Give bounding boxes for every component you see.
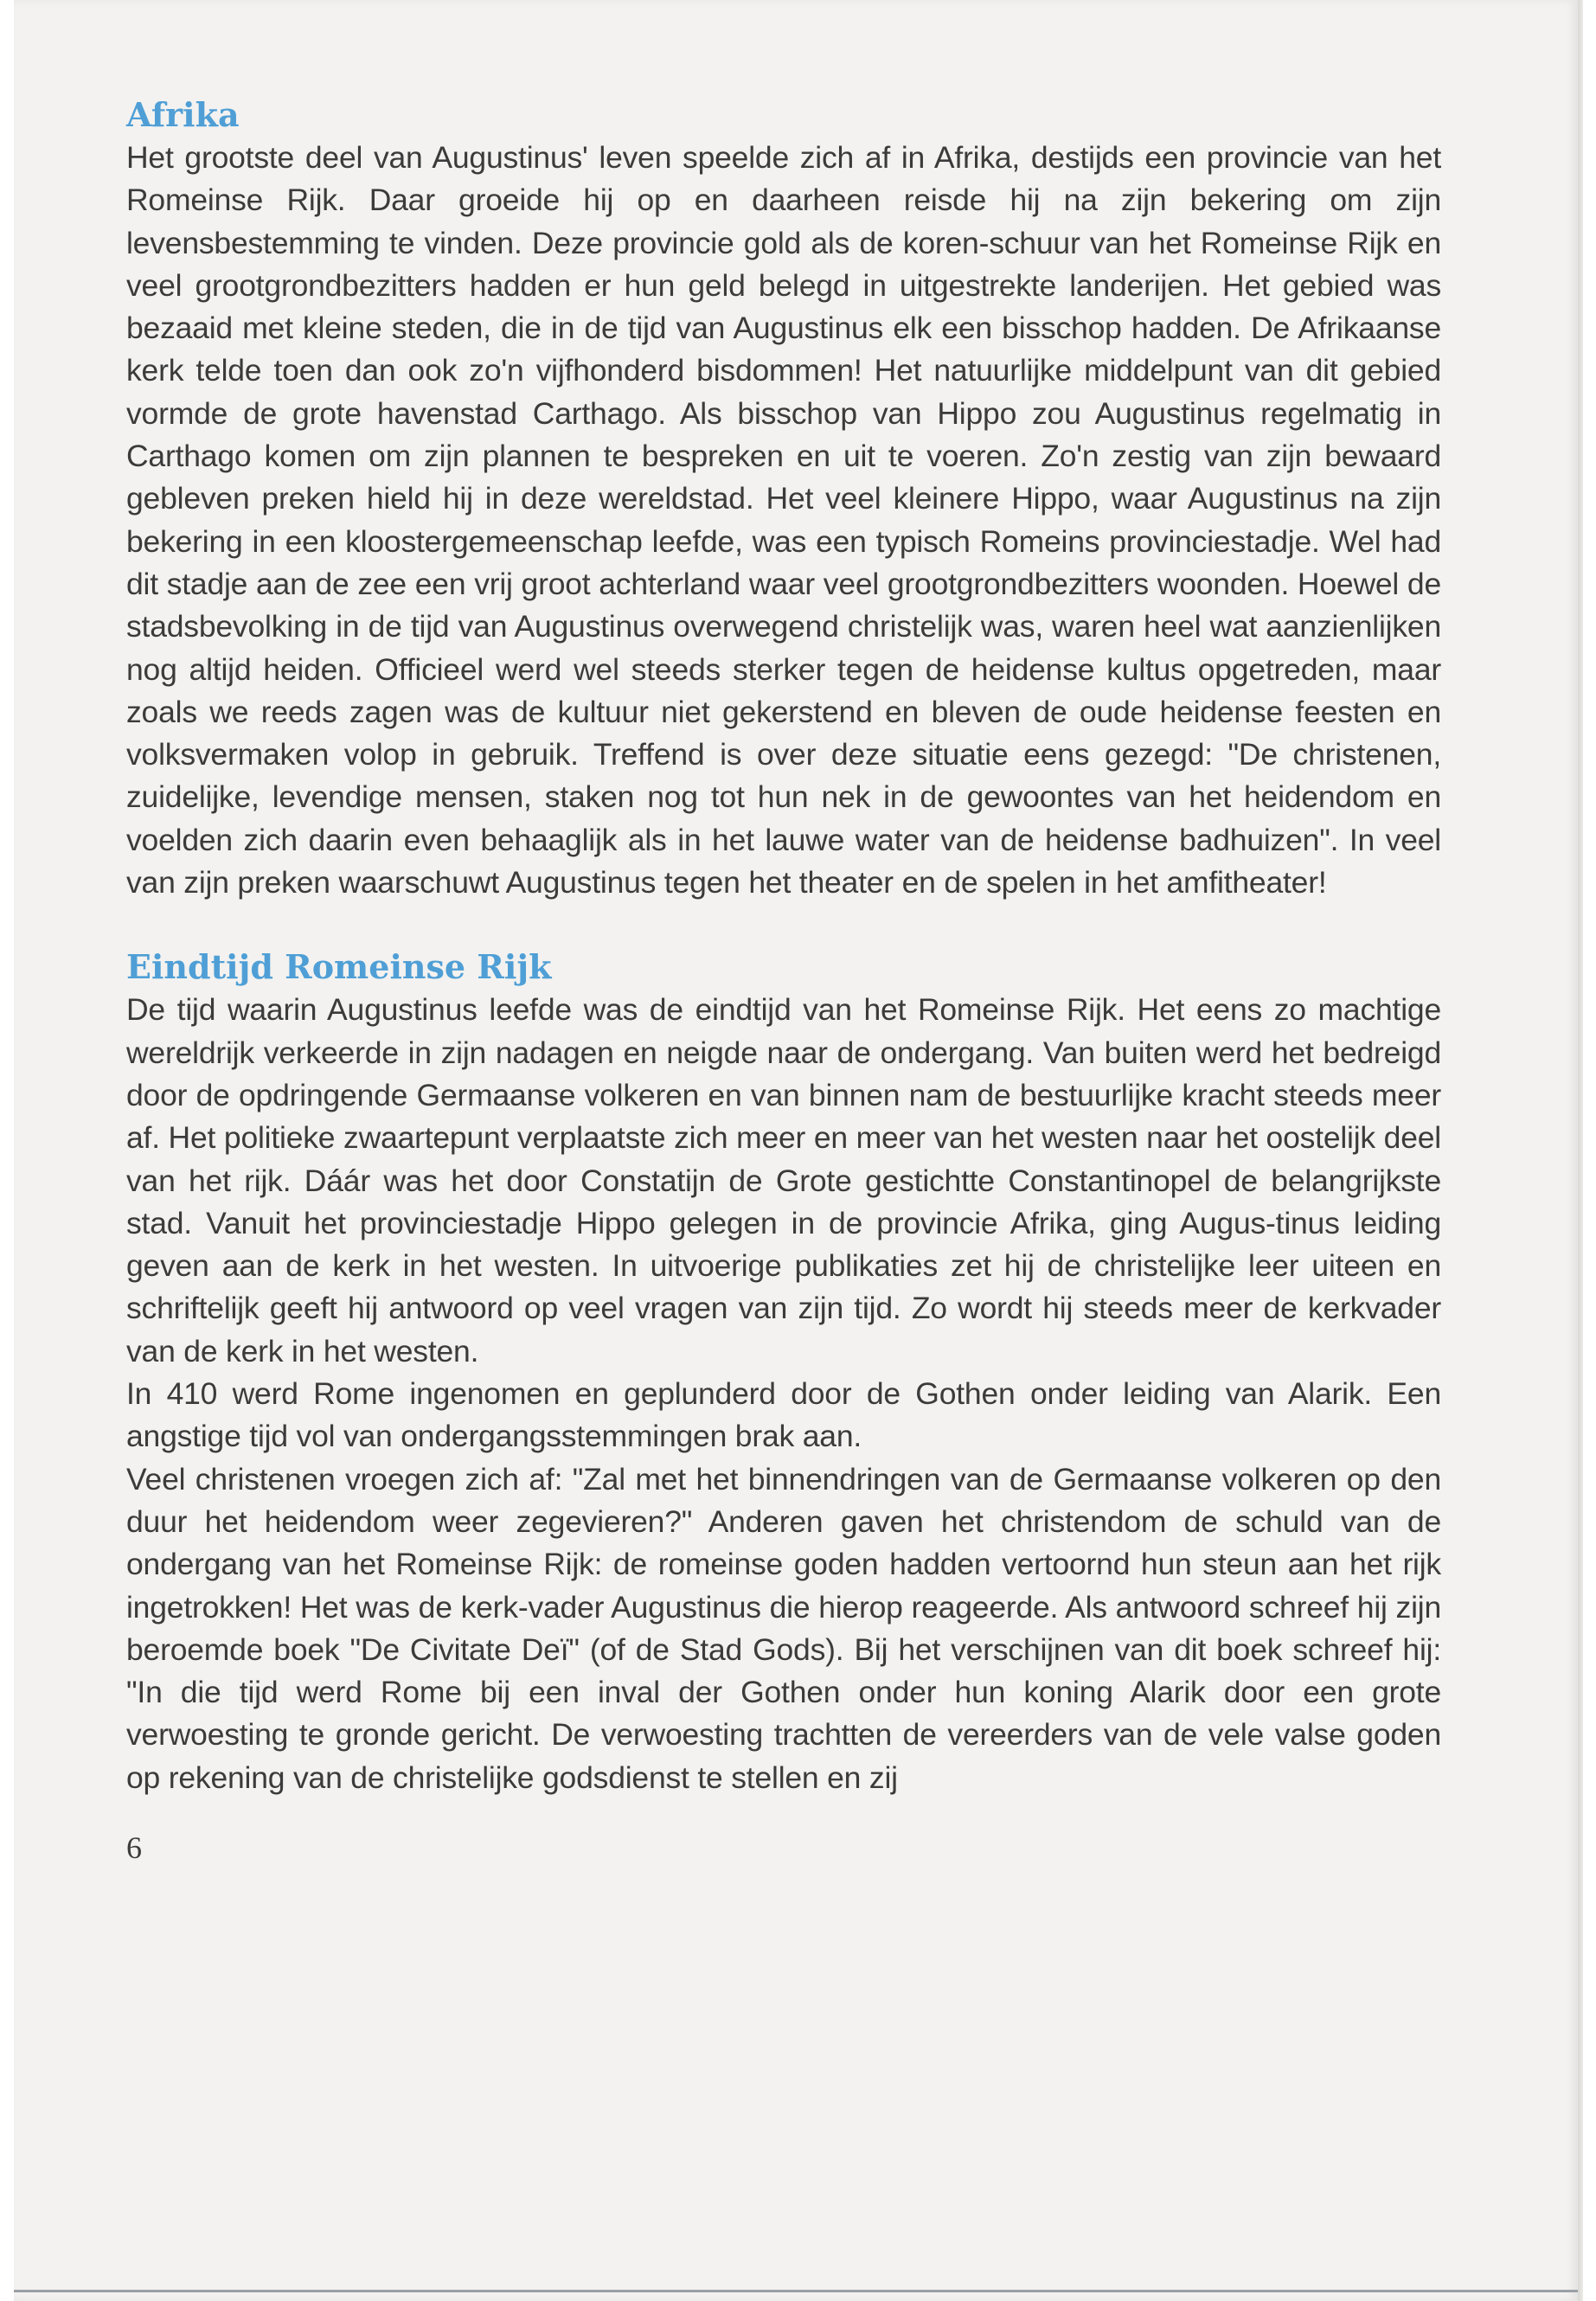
paragraph-eindtijd-3: Veel christenen vroegen zich af: "Zal met het binnendringen van de Germaanse volkeren op den duur het heidendom weer zegevieren?" Anderen gaven het christendom de schuld van de ondergang van het Romeinse Rijk: de romeinse goden hadden vertoornd hun steun aan het rijk ingetrokken! Het was de kerk-vader Augustinus die hierop reageerde. Als antwoord schreef hij zijn beroemde boek "De Civitate Deï" (of de Stad Gods). Bij het verschijnen van dit boek schreef hij: "In die tijd werd Rome bij een inval der Gothen onder hun koning Alarik door een grote verwoesting te gronde gericht. De verwoesting trachtten de vereerders van de vele valse goden op rekening van de christelijke godsdienst te stellen en zij <box>126 1461 1441 1795</box>
paragraph-afrika: Het grootste deel van Augustinus' leven speelde zich af in Afrika, destijds een provincie van het Romeinse Rijk. Daar groeide hij op en daarheen reisde hij na zijn bekering om zijn levensbestemming te vinden. Deze provincie gold als de koren-schuur van het Romeinse Rijk en veel grootgrondbezitters hadden er hun geld belegd in uitgestrekte landerijen. Het gebied was bezaaid met kleine steden, die in de tijd van Augustinus elk een bisschop hadden. De Afrikaanse kerk telde toen dan ook zo'n vijfhonderd bisdommen! Het natuurlijke middelpunt van dit gebied vormde de grote havenstad Carthago. Als bisschop van Hippo zou Augustinus regelmatig in Carthago komen om zijn plannen te bespreken en uit te voeren. Zo'n zestig van zijn bewaard gebleven preken hield hij in deze wereldstad. Het veel kleinere Hippo, waar Augustinus na zijn bekering in een kloostergemeenschap leefde, was een typisch Romeins provinciestadje. Wel had dit stadje aan de zee een vrij groot achterland waar veel grootgrondbezitters woonden. Hoewel de stadsbevolking in de tijd van Augustinus overwegend christelijk was, waren heel wat aanzienlijken nog altijd heiden. Officieel werd wel steeds sterker tegen de heidense kultus opgetreden, maar zoals we reeds zagen was de kultuur niet gekerstend en bleven de oude heidense feesten en volksvermaken volop in gebruik. Treffend is over deze situatie eens gezegd: "De christenen, zuidelijke, levendige mensen, staken nog tot hun nek in de gewoontes van het heidendom en voelden zich daarin even behaaglijk als in het lauwe water van de heidense badhuizen". In veel van zijn preken waarschuwt Augustinus tegen het theater en de spelen in het amfitheater! <box>126 140 1441 901</box>
heading-eindtijd-romeinse-rijk: Eindtijd Romeinse Rijk <box>126 947 552 987</box>
heading-afrika: Afrika <box>126 95 240 134</box>
page-edge <box>1578 0 1583 2301</box>
bottom-rule <box>14 2290 1578 2292</box>
page-content <box>126 93 1441 1867</box>
book-page <box>14 0 1578 2301</box>
paragraph-eindtijd-2: In 410 werd Rome ingenomen en geplunderd door de Gothen onder leiding van Alarik. Een angstige tijd vol van ondergangsstemmingen brak aan. <box>126 1376 1441 1454</box>
paragraph-eindtijd-1: De tijd waarin Augustinus leefde was de eindtijd van het Romeinse Rijk. Het eens zo machtige wereldrijk verkeerde in zijn nadagen en neigde naar de ondergang. Van buiten werd het bedreigd door de opdringende Germaanse volkeren en van binnen nam de bestuurlijke kracht steeds meer af. Het politieke zwaartepunt verplaatste zich meer en meer van het westen naar het oostelijk deel van het rijk. Dáár was het door Constatijn de Grote gestichtte Constantinopel de belangrijkste stad. Vanuit het provinciestadje Hippo gelegen in de provincie Afrika, ging Augus-tinus leiding geven aan de kerk in het westen. In uitvoerige publikaties zet hij de christelijke leer uiteen en schriftelijk geeft hij antwoord op veel vragen van zijn tijd. Zo wordt hij steeds meer de kerkvader van de kerk in het westen. <box>126 992 1441 1368</box>
page-number: 6 <box>126 1830 142 1865</box>
